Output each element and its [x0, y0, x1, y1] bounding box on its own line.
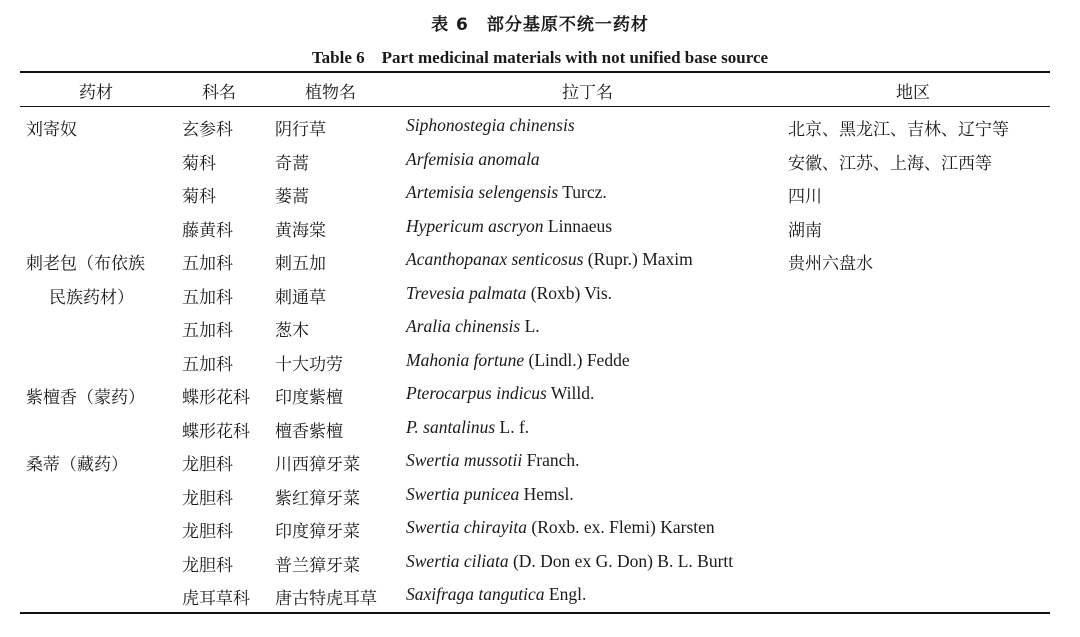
header-family: 科名: [202, 83, 236, 103]
cell-region: 湖南: [788, 220, 822, 241]
cell-family: 蝶形花科: [182, 388, 250, 408]
header-drug: 药材: [79, 83, 113, 103]
table-row: [0, 115, 1080, 149]
latin-species: Swertia punicea: [406, 483, 520, 504]
latin-author: Engl.: [544, 584, 587, 604]
latin-species: Artemisia selengensis: [406, 182, 559, 202]
cell-family: 五加科: [182, 254, 233, 274]
cell-plant: 葱木: [275, 321, 309, 341]
table-row: [0, 551, 1080, 585]
cell-family: 菊科: [182, 153, 216, 174]
latin-author: L. f.: [495, 416, 530, 437]
cell-family: 玄参科: [182, 120, 233, 140]
table-title-chinese: 表 6 部分基原不统一药材: [431, 15, 649, 35]
cell-family: 藤黄科: [182, 220, 233, 241]
latin-species: Hypericum ascryon: [406, 215, 544, 236]
cell-family: 五加科: [182, 321, 233, 341]
latin-author: Franch.: [522, 450, 580, 470]
cell-latin: [406, 149, 540, 170]
cell-region: 安徽、江苏、上海、江西等: [788, 153, 992, 174]
cell-plant: 奇蒿: [275, 153, 309, 174]
latin-species: Acanthopanax senticosus: [406, 249, 584, 269]
cell-plant: 檀香紫檀: [275, 421, 343, 442]
table-row: [0, 216, 1080, 250]
cell-plant: 十大功劳: [275, 354, 343, 375]
cell-family: 菊科: [182, 187, 216, 207]
cell-drug: 刺老包（布依族: [26, 254, 145, 274]
latin-author: (D. Don ex G. Don) B. L. Burtt: [508, 550, 734, 571]
cell-plant: 唐古特虎耳草: [275, 589, 377, 609]
cell-family: 龙胆科: [182, 455, 233, 475]
cell-plant: 刺五加: [275, 254, 326, 274]
latin-author: Linnaeus: [543, 215, 613, 236]
latin-species: Arfemisia anomala: [406, 148, 540, 169]
cell-latin: [406, 551, 733, 572]
latin-species: Trevesia palmata: [406, 282, 527, 303]
latin-author: Turcz.: [558, 182, 607, 202]
header-rule: [20, 106, 1050, 107]
table-row: [0, 182, 1080, 216]
cell-plant: 刺通草: [275, 287, 326, 308]
cell-latin: [406, 216, 612, 237]
latin-species: P. santalinus: [406, 416, 496, 437]
table-row: [0, 383, 1080, 417]
cell-plant: 普兰獐牙菜: [275, 555, 360, 576]
cell-latin: [406, 283, 612, 304]
cell-plant: 印度獐牙菜: [275, 522, 360, 542]
cell-latin: [406, 484, 574, 505]
latin-author: (Rupr.) Maxim: [583, 249, 693, 269]
cell-plant: 阴行草: [275, 120, 326, 140]
cell-latin: [406, 517, 715, 538]
latin-author: (Roxb) Vis.: [526, 282, 613, 303]
table-row: [0, 316, 1080, 350]
cell-plant: 紫红獐牙菜: [275, 488, 360, 509]
cell-latin: [406, 417, 529, 438]
table-row: [0, 484, 1080, 518]
latin-author: L.: [520, 316, 540, 336]
cell-latin: [406, 249, 693, 270]
cell-family: 五加科: [182, 287, 233, 308]
latin-species: Siphonostegia chinensis: [406, 115, 575, 135]
cell-plant: 蒌蒿: [275, 187, 309, 207]
header-region: 地区: [896, 83, 930, 103]
cell-latin: [406, 182, 607, 203]
cell-region: 四川: [788, 187, 822, 207]
latin-author: (Roxb. ex. Flemi) Karsten: [527, 517, 715, 537]
table-row: [0, 283, 1080, 317]
cell-latin: [406, 450, 580, 471]
table-row: [0, 249, 1080, 283]
cell-region: 贵州六盘水: [788, 254, 873, 274]
table-row: [0, 450, 1080, 484]
cell-latin: [406, 350, 630, 371]
table-row: [0, 149, 1080, 183]
table-row: [0, 417, 1080, 451]
top-rule: [20, 71, 1050, 73]
table-row: [0, 350, 1080, 384]
cell-plant: 印度紫檀: [275, 388, 343, 408]
latin-author: Hemsl.: [519, 483, 574, 504]
cell-plant: 川西獐牙菜: [275, 455, 360, 475]
header-latin: 拉丁名: [562, 83, 613, 103]
latin-species: Swertia ciliata: [406, 550, 509, 571]
cell-family: 龙胆科: [182, 522, 233, 542]
latin-species: Mahonia fortune: [406, 349, 525, 370]
cell-drug: 紫檀香（蒙药）: [26, 388, 145, 408]
latin-author: (Lindl.) Fedde: [524, 349, 630, 370]
latin-species: Saxifraga tangutica: [406, 584, 545, 604]
cell-family: 五加科: [182, 354, 233, 375]
cell-family: 龙胆科: [182, 488, 233, 509]
cell-plant: 黄海棠: [275, 220, 326, 241]
header-plant: 植物名: [305, 83, 356, 103]
latin-species: Pterocarpus indicus: [406, 383, 547, 403]
cell-family: 龙胆科: [182, 555, 233, 576]
cell-latin: [406, 316, 540, 337]
latin-author: Willd.: [546, 383, 595, 403]
cell-latin: [406, 115, 575, 136]
latin-species: Aralia chinensis: [406, 316, 521, 336]
cell-drug: 刘寄奴: [26, 120, 77, 140]
cell-latin: [406, 584, 586, 605]
cell-latin: [406, 383, 594, 404]
table-row: [0, 517, 1080, 551]
latin-species: Swertia chirayita: [406, 517, 528, 537]
bottom-rule: [20, 612, 1050, 614]
cell-drug: 桑蒂（藏药）: [26, 455, 128, 475]
cell-family: 虎耳草科: [182, 589, 250, 609]
cell-drug: 民族药材）: [49, 287, 134, 308]
table-title-english: Table 6 Part medicinal materials with not unified base source: [311, 48, 769, 67]
cell-family: 蝶形花科: [182, 421, 250, 442]
cell-region: 北京、黑龙江、吉林、辽宁等: [788, 120, 1009, 140]
latin-species: Swertia mussotii: [406, 450, 523, 470]
